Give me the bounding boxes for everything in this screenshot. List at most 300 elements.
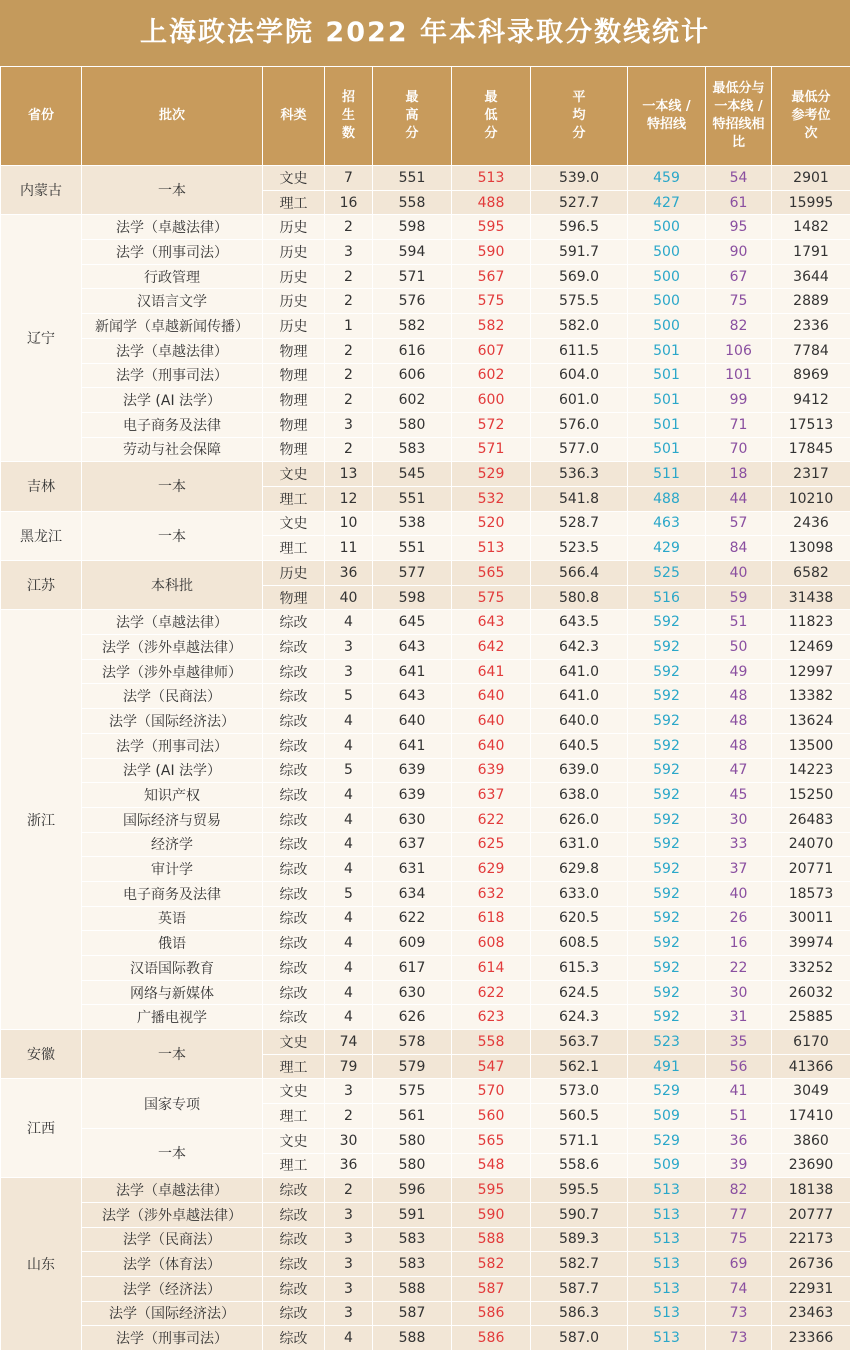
max-score-cell: 583 <box>373 1227 452 1252</box>
diff-cell: 101 <box>706 363 772 388</box>
header-rank: 最低分参考位次 <box>772 67 850 166</box>
cutoff-line-cell: 592 <box>628 906 706 931</box>
rank-cell: 20777 <box>772 1202 850 1227</box>
avg-score-cell: 601.0 <box>531 388 628 413</box>
min-score-cell: 529 <box>452 462 531 487</box>
type-cell: 理工 <box>263 1054 325 1079</box>
rank-cell: 23690 <box>772 1153 850 1178</box>
max-score-cell: 576 <box>373 289 452 314</box>
diff-cell: 18 <box>706 462 772 487</box>
avg-score-cell: 641.0 <box>531 684 628 709</box>
table-row <box>1 166 850 191</box>
diff-cell: 70 <box>706 437 772 462</box>
avg-score-cell: 611.5 <box>531 338 628 363</box>
avg-score-cell: 631.0 <box>531 832 628 857</box>
cutoff-line-cell: 429 <box>628 536 706 561</box>
max-score-cell: 643 <box>373 635 452 660</box>
type-cell: 物理 <box>263 412 325 437</box>
table-row <box>1 511 850 536</box>
rank-cell: 20771 <box>772 857 850 882</box>
batch-cell: 法学（经济法） <box>82 1276 263 1301</box>
table-row <box>1 314 850 339</box>
diff-cell: 73 <box>706 1326 772 1351</box>
batch-cell: 法学（刑事司法） <box>82 733 263 758</box>
cutoff-line-cell: 592 <box>628 857 706 882</box>
rank-cell: 1791 <box>772 240 850 265</box>
count-cell: 4 <box>325 931 373 956</box>
avg-score-cell: 608.5 <box>531 931 628 956</box>
diff-cell: 39 <box>706 1153 772 1178</box>
rank-cell: 8969 <box>772 363 850 388</box>
min-score-cell: 582 <box>452 1252 531 1277</box>
count-cell: 11 <box>325 536 373 561</box>
max-score-cell: 588 <box>373 1326 452 1351</box>
avg-score-cell: 575.5 <box>531 289 628 314</box>
type-cell: 历史 <box>263 314 325 339</box>
type-cell: 理工 <box>263 1104 325 1129</box>
batch-cell: 法学（卓越法律） <box>82 338 263 363</box>
avg-score-cell: 558.6 <box>531 1153 628 1178</box>
cutoff-line-cell: 500 <box>628 264 706 289</box>
min-score-cell: 637 <box>452 783 531 808</box>
min-score-cell: 488 <box>452 190 531 215</box>
province-cell: 江苏 <box>1 561 82 610</box>
avg-score-cell: 587.0 <box>531 1326 628 1351</box>
rank-cell: 3860 <box>772 1128 850 1153</box>
cutoff-line-cell: 459 <box>628 166 706 191</box>
count-cell: 4 <box>325 906 373 931</box>
table-row <box>1 857 850 882</box>
batch-cell: 广播电视学 <box>82 1005 263 1030</box>
count-cell: 4 <box>325 857 373 882</box>
avg-score-cell: 577.0 <box>531 437 628 462</box>
max-score-cell: 561 <box>373 1104 452 1129</box>
max-score-cell: 551 <box>373 536 452 561</box>
diff-cell: 30 <box>706 807 772 832</box>
count-cell: 10 <box>325 511 373 536</box>
type-cell: 历史 <box>263 215 325 240</box>
avg-score-cell: 560.5 <box>531 1104 628 1129</box>
min-score-cell: 547 <box>452 1054 531 1079</box>
cutoff-line-cell: 501 <box>628 388 706 413</box>
type-cell: 综改 <box>263 709 325 734</box>
batch-cell: 法学（刑事司法） <box>82 240 263 265</box>
avg-score-cell: 626.0 <box>531 807 628 832</box>
batch-cell: 新闻学（卓越新闻传播） <box>82 314 263 339</box>
type-cell: 综改 <box>263 1178 325 1203</box>
diff-cell: 49 <box>706 659 772 684</box>
max-score-cell: 582 <box>373 314 452 339</box>
batch-cell: 电子商务及法律 <box>82 881 263 906</box>
table-body <box>1 166 850 1351</box>
count-cell: 79 <box>325 1054 373 1079</box>
cutoff-line-cell: 592 <box>628 635 706 660</box>
min-score-cell: 640 <box>452 684 531 709</box>
batch-cell: 网络与新媒体 <box>82 980 263 1005</box>
cutoff-line-cell: 592 <box>628 980 706 1005</box>
admission-score-table <box>0 66 850 1351</box>
batch-cell: 知识产权 <box>82 783 263 808</box>
table-row <box>1 1276 850 1301</box>
max-score-cell: 594 <box>373 240 452 265</box>
table-row <box>1 980 850 1005</box>
province-cell: 山东 <box>1 1178 82 1351</box>
cutoff-line-cell: 592 <box>628 659 706 684</box>
cutoff-line-cell: 592 <box>628 881 706 906</box>
diff-cell: 22 <box>706 956 772 981</box>
table-row <box>1 338 850 363</box>
cutoff-line-cell: 500 <box>628 240 706 265</box>
max-score-cell: 591 <box>373 1202 452 1227</box>
avg-score-cell: 624.5 <box>531 980 628 1005</box>
diff-cell: 48 <box>706 684 772 709</box>
table-row <box>1 758 850 783</box>
header-row <box>1 67 850 166</box>
diff-cell: 26 <box>706 906 772 931</box>
max-score-cell: 639 <box>373 783 452 808</box>
header-type: 科类 <box>263 67 325 166</box>
table-row <box>1 807 850 832</box>
cutoff-line-cell: 592 <box>628 783 706 808</box>
rank-cell: 22931 <box>772 1276 850 1301</box>
count-cell: 40 <box>325 585 373 610</box>
min-score-cell: 614 <box>452 956 531 981</box>
rank-cell: 12469 <box>772 635 850 660</box>
max-score-cell: 571 <box>373 264 452 289</box>
batch-cell: 法学（国际经济法） <box>82 1301 263 1326</box>
batch-cell: 英语 <box>82 906 263 931</box>
header-province: 省份 <box>1 67 82 166</box>
table-row <box>1 215 850 240</box>
header-max: 最高分 <box>373 67 452 166</box>
min-score-cell: 586 <box>452 1326 531 1351</box>
count-cell: 4 <box>325 1005 373 1030</box>
rank-cell: 13098 <box>772 536 850 561</box>
rank-cell: 2436 <box>772 511 850 536</box>
cutoff-line-cell: 509 <box>628 1104 706 1129</box>
cutoff-line-cell: 523 <box>628 1030 706 1055</box>
avg-score-cell: 563.7 <box>531 1030 628 1055</box>
max-score-cell: 645 <box>373 610 452 635</box>
province-cell: 浙江 <box>1 610 82 1030</box>
avg-score-cell: 629.8 <box>531 857 628 882</box>
count-cell: 13 <box>325 462 373 487</box>
batch-cell: 法学 (AI 法学） <box>82 388 263 413</box>
min-score-cell: 590 <box>452 240 531 265</box>
cutoff-line-cell: 516 <box>628 585 706 610</box>
diff-cell: 44 <box>706 486 772 511</box>
count-cell: 3 <box>325 1079 373 1104</box>
count-cell: 3 <box>325 1276 373 1301</box>
diff-cell: 40 <box>706 881 772 906</box>
batch-cell: 法学 (AI 法学） <box>82 758 263 783</box>
diff-cell: 51 <box>706 1104 772 1129</box>
table-row <box>1 363 850 388</box>
diff-cell: 33 <box>706 832 772 857</box>
min-score-cell: 586 <box>452 1301 531 1326</box>
avg-score-cell: 562.1 <box>531 1054 628 1079</box>
table-row <box>1 412 850 437</box>
batch-cell: 法学（涉外卓越法律） <box>82 1202 263 1227</box>
rank-cell: 23366 <box>772 1326 850 1351</box>
count-cell: 4 <box>325 980 373 1005</box>
batch-cell: 法学（卓越法律） <box>82 1178 263 1203</box>
type-cell: 文史 <box>263 511 325 536</box>
min-score-cell: 625 <box>452 832 531 857</box>
max-score-cell: 551 <box>373 486 452 511</box>
count-cell: 3 <box>325 412 373 437</box>
batch-cell: 法学（涉外卓越律师） <box>82 659 263 684</box>
min-score-cell: 513 <box>452 536 531 561</box>
count-cell: 2 <box>325 1178 373 1203</box>
batch-cell: 法学（刑事司法） <box>82 1326 263 1351</box>
cutoff-line-cell: 491 <box>628 1054 706 1079</box>
min-score-cell: 590 <box>452 1202 531 1227</box>
max-score-cell: 617 <box>373 956 452 981</box>
diff-cell: 47 <box>706 758 772 783</box>
avg-score-cell: 569.0 <box>531 264 628 289</box>
cutoff-line-cell: 592 <box>628 684 706 709</box>
rank-cell: 13500 <box>772 733 850 758</box>
diff-cell: 45 <box>706 783 772 808</box>
avg-score-cell: 590.7 <box>531 1202 628 1227</box>
type-cell: 综改 <box>263 1005 325 1030</box>
max-score-cell: 580 <box>373 1153 452 1178</box>
count-cell: 3 <box>325 240 373 265</box>
min-score-cell: 532 <box>452 486 531 511</box>
cutoff-line-cell: 592 <box>628 733 706 758</box>
avg-score-cell: 641.0 <box>531 659 628 684</box>
type-cell: 物理 <box>263 437 325 462</box>
min-score-cell: 558 <box>452 1030 531 1055</box>
table-row <box>1 1030 850 1055</box>
count-cell: 2 <box>325 264 373 289</box>
avg-score-cell: 582.7 <box>531 1252 628 1277</box>
count-cell: 4 <box>325 733 373 758</box>
table-row <box>1 437 850 462</box>
count-cell: 16 <box>325 190 373 215</box>
max-score-cell: 551 <box>373 166 452 191</box>
table-row <box>1 832 850 857</box>
diff-cell: 48 <box>706 733 772 758</box>
rank-cell: 33252 <box>772 956 850 981</box>
max-score-cell: 641 <box>373 733 452 758</box>
max-score-cell: 558 <box>373 190 452 215</box>
rank-cell: 18573 <box>772 881 850 906</box>
min-score-cell: 642 <box>452 635 531 660</box>
avg-score-cell: 615.3 <box>531 956 628 981</box>
batch-cell: 一本 <box>82 166 263 215</box>
rank-cell: 15250 <box>772 783 850 808</box>
table-row <box>1 1252 850 1277</box>
max-score-cell: 637 <box>373 832 452 857</box>
diff-cell: 35 <box>706 1030 772 1055</box>
province-cell: 辽宁 <box>1 215 82 462</box>
rank-cell: 26483 <box>772 807 850 832</box>
count-cell: 3 <box>325 1252 373 1277</box>
batch-cell: 劳动与社会保障 <box>82 437 263 462</box>
avg-score-cell: 582.0 <box>531 314 628 339</box>
min-score-cell: 623 <box>452 1005 531 1030</box>
type-cell: 理工 <box>263 190 325 215</box>
min-score-cell: 520 <box>452 511 531 536</box>
cutoff-line-cell: 513 <box>628 1252 706 1277</box>
table-row <box>1 289 850 314</box>
min-score-cell: 588 <box>452 1227 531 1252</box>
avg-score-cell: 580.8 <box>531 585 628 610</box>
diff-cell: 95 <box>706 215 772 240</box>
avg-score-cell: 591.7 <box>531 240 628 265</box>
count-cell: 36 <box>325 561 373 586</box>
type-cell: 历史 <box>263 264 325 289</box>
rank-cell: 9412 <box>772 388 850 413</box>
cutoff-line-cell: 500 <box>628 215 706 240</box>
min-score-cell: 629 <box>452 857 531 882</box>
diff-cell: 99 <box>706 388 772 413</box>
diff-cell: 30 <box>706 980 772 1005</box>
type-cell: 综改 <box>263 980 325 1005</box>
avg-score-cell: 642.3 <box>531 635 628 660</box>
rank-cell: 7784 <box>772 338 850 363</box>
avg-score-cell: 573.0 <box>531 1079 628 1104</box>
avg-score-cell: 527.7 <box>531 190 628 215</box>
cutoff-line-cell: 513 <box>628 1202 706 1227</box>
max-score-cell: 575 <box>373 1079 452 1104</box>
min-score-cell: 595 <box>452 215 531 240</box>
count-cell: 4 <box>325 610 373 635</box>
count-cell: 4 <box>325 709 373 734</box>
diff-cell: 75 <box>706 289 772 314</box>
avg-score-cell: 604.0 <box>531 363 628 388</box>
type-cell: 物理 <box>263 363 325 388</box>
type-cell: 综改 <box>263 807 325 832</box>
min-score-cell: 632 <box>452 881 531 906</box>
rank-cell: 30011 <box>772 906 850 931</box>
table-row <box>1 1227 850 1252</box>
table-row <box>1 1079 850 1104</box>
count-cell: 2 <box>325 1104 373 1129</box>
avg-score-cell: 624.3 <box>531 1005 628 1030</box>
type-cell: 历史 <box>263 240 325 265</box>
cutoff-line-cell: 500 <box>628 314 706 339</box>
count-cell: 3 <box>325 635 373 660</box>
max-score-cell: 545 <box>373 462 452 487</box>
page-title: 上海政法学院 2022 年本科录取分数线统计 <box>0 0 850 66</box>
max-score-cell: 583 <box>373 1252 452 1277</box>
header-count: 招生数 <box>325 67 373 166</box>
max-score-cell: 579 <box>373 1054 452 1079</box>
max-score-cell: 622 <box>373 906 452 931</box>
batch-cell: 法学（卓越法律） <box>82 215 263 240</box>
max-score-cell: 580 <box>373 412 452 437</box>
max-score-cell: 643 <box>373 684 452 709</box>
cutoff-line-cell: 529 <box>628 1079 706 1104</box>
avg-score-cell: 586.3 <box>531 1301 628 1326</box>
batch-cell: 一本 <box>82 462 263 511</box>
count-cell: 36 <box>325 1153 373 1178</box>
type-cell: 文史 <box>263 1030 325 1055</box>
max-score-cell: 606 <box>373 363 452 388</box>
table-row <box>1 1178 850 1203</box>
batch-cell: 法学（国际经济法） <box>82 709 263 734</box>
count-cell: 3 <box>325 1202 373 1227</box>
cutoff-line-cell: 592 <box>628 709 706 734</box>
type-cell: 综改 <box>263 881 325 906</box>
rank-cell: 1482 <box>772 215 850 240</box>
rank-cell: 23463 <box>772 1301 850 1326</box>
rank-cell: 3644 <box>772 264 850 289</box>
type-cell: 综改 <box>263 1202 325 1227</box>
type-cell: 综改 <box>263 1326 325 1351</box>
table-row <box>1 906 850 931</box>
table-row <box>1 733 850 758</box>
min-score-cell: 565 <box>452 1128 531 1153</box>
max-score-cell: 538 <box>373 511 452 536</box>
max-score-cell: 641 <box>373 659 452 684</box>
table-row <box>1 240 850 265</box>
type-cell: 文史 <box>263 1128 325 1153</box>
header-batch: 批次 <box>82 67 263 166</box>
diff-cell: 106 <box>706 338 772 363</box>
min-score-cell: 575 <box>452 289 531 314</box>
diff-cell: 90 <box>706 240 772 265</box>
diff-cell: 71 <box>706 412 772 437</box>
max-score-cell: 609 <box>373 931 452 956</box>
cutoff-line-cell: 592 <box>628 931 706 956</box>
max-score-cell: 640 <box>373 709 452 734</box>
min-score-cell: 639 <box>452 758 531 783</box>
type-cell: 综改 <box>263 1276 325 1301</box>
rank-cell: 2317 <box>772 462 850 487</box>
diff-cell: 73 <box>706 1301 772 1326</box>
count-cell: 2 <box>325 215 373 240</box>
batch-cell: 国际经济与贸易 <box>82 807 263 832</box>
table-row <box>1 1202 850 1227</box>
min-score-cell: 641 <box>452 659 531 684</box>
batch-cell: 法学（民商法） <box>82 1227 263 1252</box>
type-cell: 综改 <box>263 733 325 758</box>
diff-cell: 37 <box>706 857 772 882</box>
avg-score-cell: 528.7 <box>531 511 628 536</box>
type-cell: 综改 <box>263 758 325 783</box>
cutoff-line-cell: 501 <box>628 437 706 462</box>
max-score-cell: 578 <box>373 1030 452 1055</box>
count-cell: 5 <box>325 881 373 906</box>
max-score-cell: 639 <box>373 758 452 783</box>
diff-cell: 77 <box>706 1202 772 1227</box>
count-cell: 1 <box>325 314 373 339</box>
type-cell: 文史 <box>263 166 325 191</box>
type-cell: 文史 <box>263 462 325 487</box>
diff-cell: 67 <box>706 264 772 289</box>
cutoff-line-cell: 592 <box>628 956 706 981</box>
table-row <box>1 881 850 906</box>
table-row <box>1 956 850 981</box>
table-row <box>1 659 850 684</box>
rank-cell: 10210 <box>772 486 850 511</box>
avg-score-cell: 596.5 <box>531 215 628 240</box>
cutoff-line-cell: 513 <box>628 1301 706 1326</box>
avg-score-cell: 595.5 <box>531 1178 628 1203</box>
avg-score-cell: 620.5 <box>531 906 628 931</box>
province-cell: 江西 <box>1 1079 82 1178</box>
type-cell: 综改 <box>263 832 325 857</box>
max-score-cell: 587 <box>373 1301 452 1326</box>
diff-cell: 31 <box>706 1005 772 1030</box>
diff-cell: 69 <box>706 1252 772 1277</box>
batch-cell: 一本 <box>82 1128 263 1177</box>
rank-cell: 26032 <box>772 980 850 1005</box>
